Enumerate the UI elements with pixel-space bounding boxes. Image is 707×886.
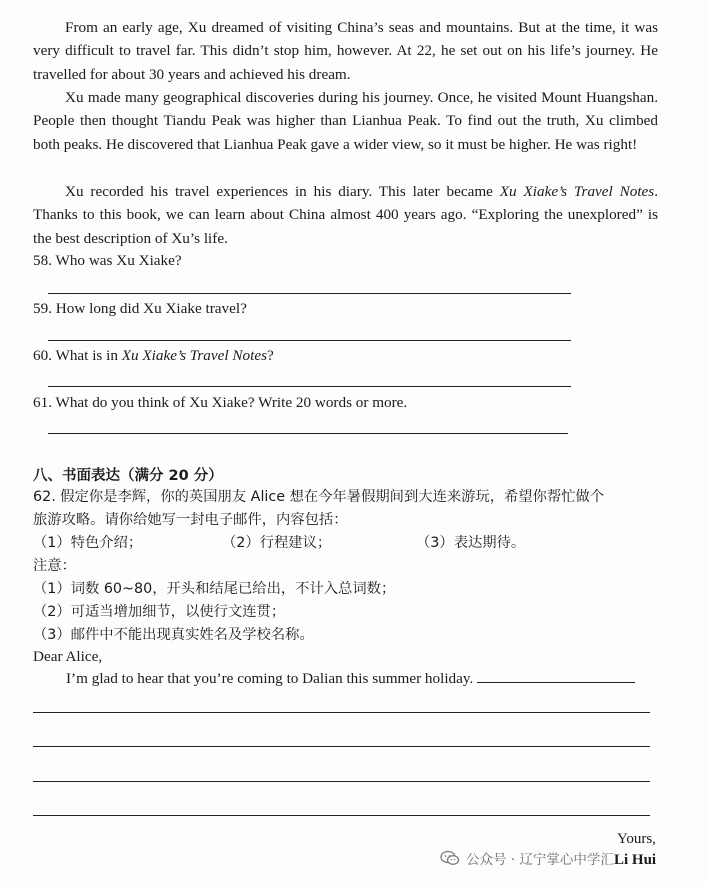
passage-p2-text: Xu made many geographical discoveries during his journey. Once, he visited Mount Huangshan. People then thought Tiandu Peak was higher than Lianhua Peak. To find out the truth, Xu climbed both peaks. He discovered that Lianhua Peak gave a wider view, so it must be higher. He was right! (33, 89, 658, 153)
writing-line-2[interactable] (33, 746, 650, 747)
writing-note-1: （1）词数 60~80，开头和结尾已给出，不计入总词数； (33, 581, 396, 597)
letter-closing: Yours, (617, 831, 656, 847)
question-60-text-b: ? (267, 347, 274, 364)
question-59: 59. How long did Xu Xiake travel? (33, 300, 247, 317)
letter-opening-text: I’m glad to hear that you’re coming to Dalian this summer holiday. (66, 670, 474, 687)
letter-opening (66, 670, 635, 688)
watermark-text: 公众号 · 辽宁掌心中学汇 (466, 852, 614, 868)
passage-p3-text-b: . Thanks to this book, we can learn about China almost 400 years ago. “Exploring the unexplored” is the best description of Xu’s life. (33, 183, 658, 247)
question-60-text-a: 60. What is in (33, 347, 122, 364)
passage-paragraph-2 (33, 86, 658, 156)
answer-line-61[interactable] (48, 433, 568, 434)
writing-point-3: （3）表达期待。 (416, 535, 526, 551)
writing-note-label: 注意： (33, 558, 76, 574)
writing-point-2: （2）行程建议； (222, 535, 332, 551)
writing-line-1[interactable] (33, 712, 650, 713)
passage-p1-text: From an early age, Xu dreamed of visiting China’s seas and mountains. But at the time, it was very difficult to travel far. This didn’t stop him, however. At 22, he set out on his life’s journey. He travelled for about 30 years and achieved his dream. (33, 19, 658, 83)
writing-line-4[interactable] (33, 815, 650, 816)
letter-opening-blank[interactable] (477, 670, 635, 683)
passage-paragraph-3 (33, 180, 658, 250)
writing-point-1: （1）特色介绍； (33, 535, 143, 551)
writing-line-3[interactable] (33, 781, 650, 782)
question-60 (33, 347, 274, 365)
question-60-book-title: Xu Xiake’s Travel Notes (121, 347, 267, 364)
writing-note-3: （3）邮件中不能出现真实姓名及学校名称。 (33, 627, 314, 643)
letter-signature: Li Hui (614, 852, 657, 868)
wechat-icon (440, 850, 460, 866)
letter-greeting: Dear Alice, (33, 648, 103, 665)
writing-prompt-line-1: 62. 假定你是李辉，你的英国朋友 Alice 想在今年暑假期间到大连来游玩，希望你帮忙做个 (33, 489, 605, 505)
answer-line-59[interactable] (48, 340, 571, 341)
writing-section-heading: 八、书面表达（满分 20 分） (33, 468, 223, 484)
question-58: 58. Who was Xu Xiake? (33, 252, 182, 269)
question-61: 61. What do you think of Xu Xiake? Write 20 words or more. (33, 394, 408, 411)
answer-line-60[interactable] (48, 386, 571, 387)
answer-line-58[interactable] (48, 293, 571, 294)
writing-prompt-line-2: 旅游攻略。请你给她写一封电子邮件，内容包括： (33, 512, 348, 528)
writing-note-2: （2）可适当增加细节，以使行文连贯； (33, 604, 286, 620)
passage-p3-text-a: Xu recorded his travel experiences in his diary. This later became (65, 183, 500, 200)
passage-paragraph-1 (33, 16, 658, 86)
book-title: Xu Xiake’s Travel Notes (499, 183, 655, 200)
watermark (440, 848, 614, 868)
